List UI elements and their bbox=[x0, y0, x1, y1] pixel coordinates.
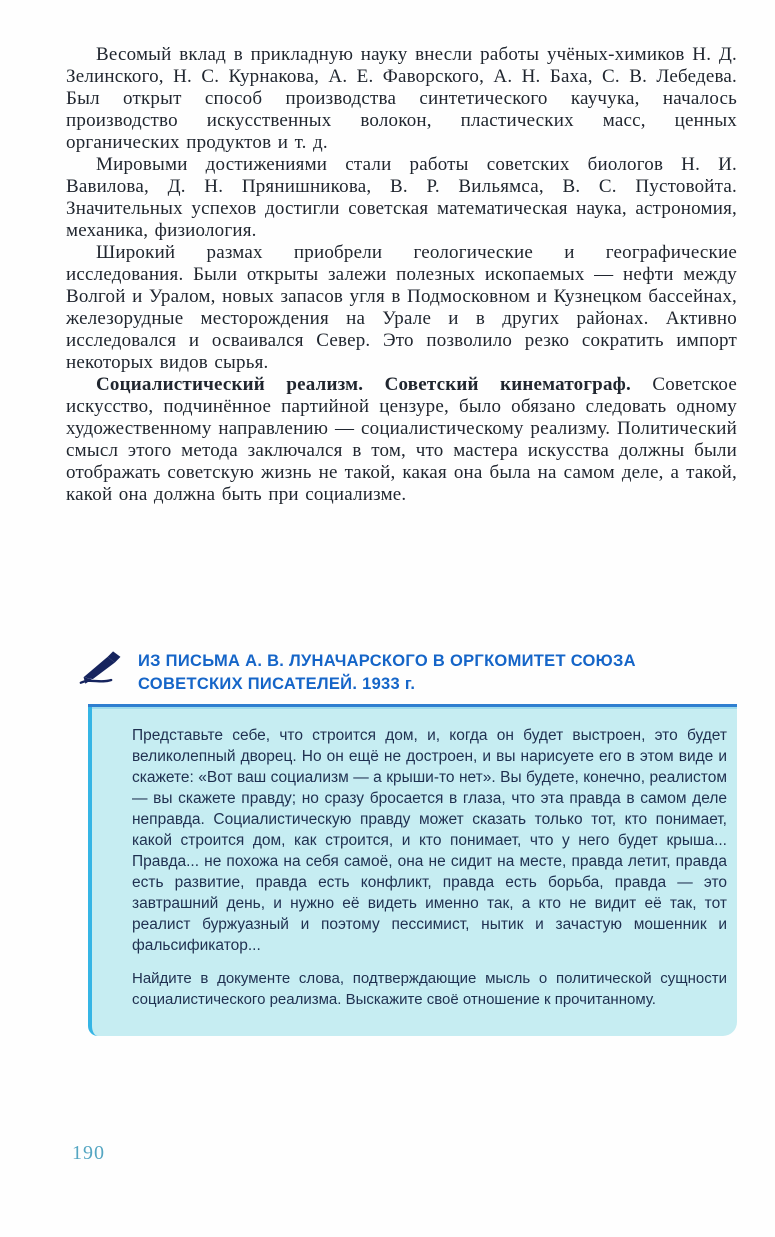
paragraph-science-chemists bbox=[66, 44, 737, 154]
document-header bbox=[88, 648, 737, 698]
paragraph-text: Советское искусство, подчинённое партийной цензуре, было обязано следовать одному художественному направлению — социалистическому реализму. Политический смысл этого метода заключался в том, что мастера искусства должны были отображать советскую жизнь не такой, какая она была на самом деле, а такой, какой она должна быть при социализме. bbox=[66, 374, 737, 505]
writing-pen-icon bbox=[78, 648, 126, 688]
main-text-column bbox=[66, 44, 737, 506]
document-quote-text: Представьте себе, что строится дом, и, когда он будет выстроен, это будет великолепный дворец. Но он ещё не достроен, и вы нарисуете его в этом виде и скажете: «Вот ваш социализм — а крыши-то нет». Вы будете, конечно, реалистом — вы скажете правду; но сразу бросается в глаза, что эта правда в самом деле неправда. Социалистическую правду может сказать только тот, кто понимает, какой строится дом, как строится, и кто понимает, что у него будет крыша... Правда... не похожа на себя самоё, она не сидит на месте, правда летит, правда есть развитие, правда есть конфликт, правда есть борьба, правда — это завтрашний день, и нужно её видеть именно так, а кто не видит её так, тот реалист буржуазный и поэтому пессимист, нытик и зачастую мошенник и фальсификатор... bbox=[132, 727, 727, 954]
document-quote-box bbox=[88, 707, 737, 1036]
paragraph-socialist-realism bbox=[66, 374, 737, 506]
paragraph-geology bbox=[66, 242, 737, 374]
page-number: 190 bbox=[72, 1142, 105, 1164]
paragraph-text: Весомый вклад в прикладную науку внесли работы учёных-химиков Н. Д. Зелинского, Н. С. Курнакова, А. Е. Фаворского, А. Н. Баха, С. В. Лебедева. Был открыт способ производства синтетического каучука, началось производство искусственных волокон, пластических масс, ценных органических продуктов и т. д. bbox=[66, 44, 737, 153]
paragraph-biologists bbox=[66, 154, 737, 242]
paragraph-text: Широкий размах приобрели геологические и географические исследования. Были открыты залежи полезных ископаемых — нефти между Волгой и Уралом, новых запасов угля в Подмосковном и Кузнецком бассейнах, железорудные месторождения на Урале и в других районах. Активно исследовался и осваивался Север. Это позволило резко сократить импорт некоторых видов сырья. bbox=[66, 242, 737, 373]
document-heading: ИЗ ПИСЬМА А. В. ЛУНАЧАРСКОГО В ОРГКОМИТЕТ СОЮЗА СОВЕТСКИХ ПИСАТЕЛЕЙ. 1933 г. bbox=[138, 652, 636, 693]
paragraph-text: Мировыми достижениями стали работы советских биологов Н. И. Вавилова, Д. Н. Прянишникова, В. Р. Вильямса, В. С. Пустовойта. Значительных успехов достигли советская математическая наука, астрономия, механика, физиология. bbox=[66, 154, 737, 241]
paragraph-bold-lead: Социалистический реализм. Советский кинематограф. bbox=[96, 374, 631, 395]
document-task-text: Найдите в документе слова, подтверждающие мысль о политической сущности социалистического реализма. Выскажите своё отношение к прочитанному. bbox=[132, 970, 727, 1008]
document-excerpt-section bbox=[88, 648, 737, 1036]
